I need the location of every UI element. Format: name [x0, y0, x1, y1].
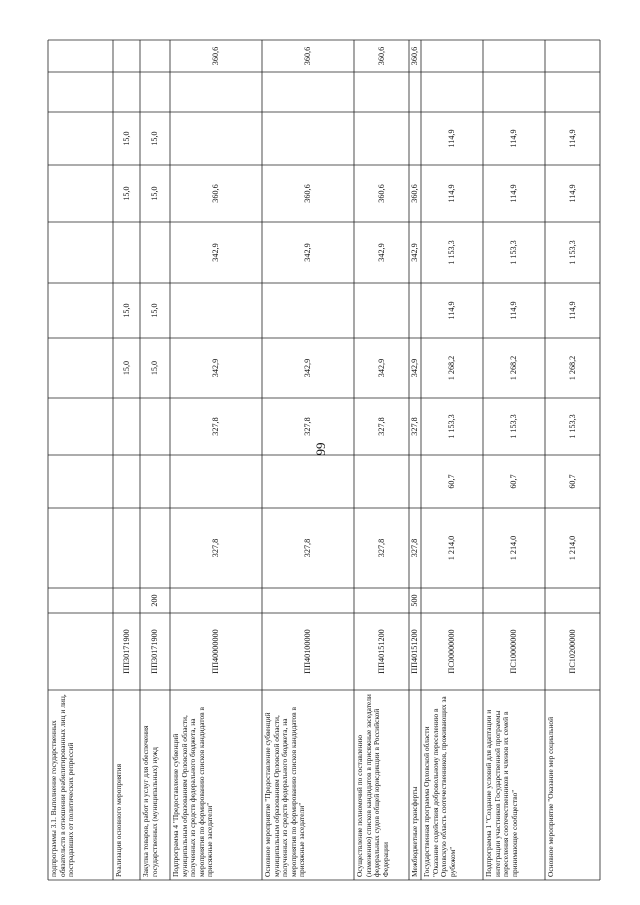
table-cell: 60,7 — [447, 474, 456, 489]
table-cell: 15,0 — [150, 303, 159, 318]
row-description: Осуществление полномочий по составлению (изменению) списков кандидатов в присяжные заседатели федеральных судов общей юрисдикции в Российской Федерации — [355, 694, 390, 877]
table-cell: 342,9 — [303, 358, 312, 378]
table-cell: 327,8 — [303, 417, 312, 436]
table-cell: 342,9 — [211, 243, 220, 262]
table-cell: 342,9 — [376, 358, 386, 378]
row-description: Закупка товаров, работ и услуг для обеспечения государственных (муниципальных) нужд — [141, 725, 159, 877]
table-cell: ПП30171900 — [150, 629, 159, 674]
table-cell: 327,8 — [410, 538, 419, 558]
table-cell: ПС10000000 — [509, 629, 518, 674]
table-cell: 15,0 — [150, 186, 159, 201]
table-cell: 342,9 — [376, 243, 386, 262]
table-cell: 15,0 — [150, 131, 159, 146]
table-cell: 360,6 — [410, 184, 419, 203]
table-cell: 1 153,3 — [447, 240, 456, 265]
table-cell: 360,6 — [211, 46, 220, 66]
table-cell: 360,6 — [376, 46, 386, 66]
table-cell: 327,8 — [376, 538, 386, 558]
table-cell: 360,6 — [211, 184, 220, 203]
table-cell: 15,0 — [121, 131, 131, 146]
table-cell: 114,9 — [447, 301, 456, 320]
table-cell: 1 153,3 — [567, 240, 577, 265]
row-description: Межбюджетные трансферты — [410, 786, 419, 877]
table-cell: 200 — [150, 594, 159, 607]
table-cell: 1 214,0 — [567, 535, 577, 561]
table-cell: 500 — [410, 594, 419, 607]
table-cell: 360,6 — [376, 184, 386, 203]
table-cell: 327,8 — [211, 538, 220, 558]
table-cell: 1 268,2 — [447, 355, 456, 381]
table-cell: 342,9 — [303, 243, 312, 262]
table-cell: 1 214,0 — [447, 535, 456, 561]
table-cell: ПП40000000 — [211, 629, 220, 674]
table-cell: 1 153,3 — [509, 240, 518, 265]
table-cell: ПП40151200 — [376, 629, 386, 674]
table-cell: 114,9 — [509, 301, 518, 320]
page-number: 99 — [313, 442, 328, 456]
table-cell: 1 214,0 — [509, 535, 518, 561]
row-description: подпрограммы 3.1. Выполнение государственных обязательств в отношении реабилитированных лиц и лиц, пострадавших от политических репрессий — [49, 694, 76, 877]
table-cell: 114,9 — [447, 129, 456, 148]
table-cell: 1 268,2 — [567, 355, 577, 381]
table-cell: 360,6 — [303, 46, 312, 66]
row-description: Государственная программа Орловской области "Оказание содействия добровольному переселению в Орловскую область соотечественников, проживающих за рубежом" — [422, 696, 457, 877]
table-cell: ПС10200000 — [567, 629, 577, 674]
table-cell: 15,0 — [121, 303, 131, 318]
table-cell: 1 153,3 — [509, 414, 518, 439]
row-description: Основное мероприятие "Предоставление субвенций муниципальным образованиям Орловской области, полученных из средств федерального бюджета, на мероприятия по формированию списков кандидатов в присяжные заседатели" — [263, 707, 307, 877]
table-cell: 342,9 — [410, 358, 419, 378]
table-cell: 327,8 — [303, 538, 312, 558]
table-cell: 114,9 — [509, 184, 518, 203]
table-cell: 114,9 — [509, 129, 518, 148]
table-cell: 342,9 — [410, 243, 419, 262]
table-cell: 1 153,3 — [447, 414, 456, 439]
table-cell: 114,9 — [567, 184, 577, 203]
table-cell: ПП40151200 — [410, 629, 419, 674]
table-cell: ПП40100000 — [303, 629, 312, 674]
table-cell: 1 268,2 — [509, 355, 518, 381]
table-cell: 114,9 — [447, 184, 456, 203]
table-cell: 360,6 — [303, 184, 312, 203]
table-cell: 327,8 — [410, 417, 419, 436]
row-description: Подпрограмма 1 "Создание условий для адаптации и интеграции участников Государственной программы переселения соотечественников и членов их семей в принимающее сообщество" — [484, 709, 519, 877]
table-cell: 327,8 — [211, 417, 220, 436]
table-cell: 15,0 — [121, 186, 131, 201]
row-description: Реализация основного мероприятия — [114, 763, 123, 877]
table-cell: 60,7 — [567, 474, 577, 489]
table-cell: 15,0 — [150, 360, 159, 376]
row-description: Подпрограмма 4 "Предоставление субвенций муниципальным образованиям Орловской области, полученных из средств федерального бюджета, на мероприятия по формированию списков кандидатов в присяжные заседатели" — [171, 707, 215, 877]
table-cell: 15,0 — [121, 360, 131, 376]
table-cell: ПС00000000 — [447, 629, 456, 674]
table-cell: 360,6 — [410, 46, 419, 66]
table-cell: 60,7 — [509, 474, 518, 489]
table-cell: ПП30171900 — [121, 629, 131, 674]
table-cell: 342,9 — [211, 358, 220, 378]
row-description: Основное мероприятие "Оказание мер социальной — [546, 716, 555, 877]
table-cell: 327,8 — [376, 417, 386, 436]
table-cell: 114,9 — [567, 129, 577, 148]
table-cell: 1 153,3 — [567, 414, 577, 439]
table-cell: 114,9 — [567, 301, 577, 320]
